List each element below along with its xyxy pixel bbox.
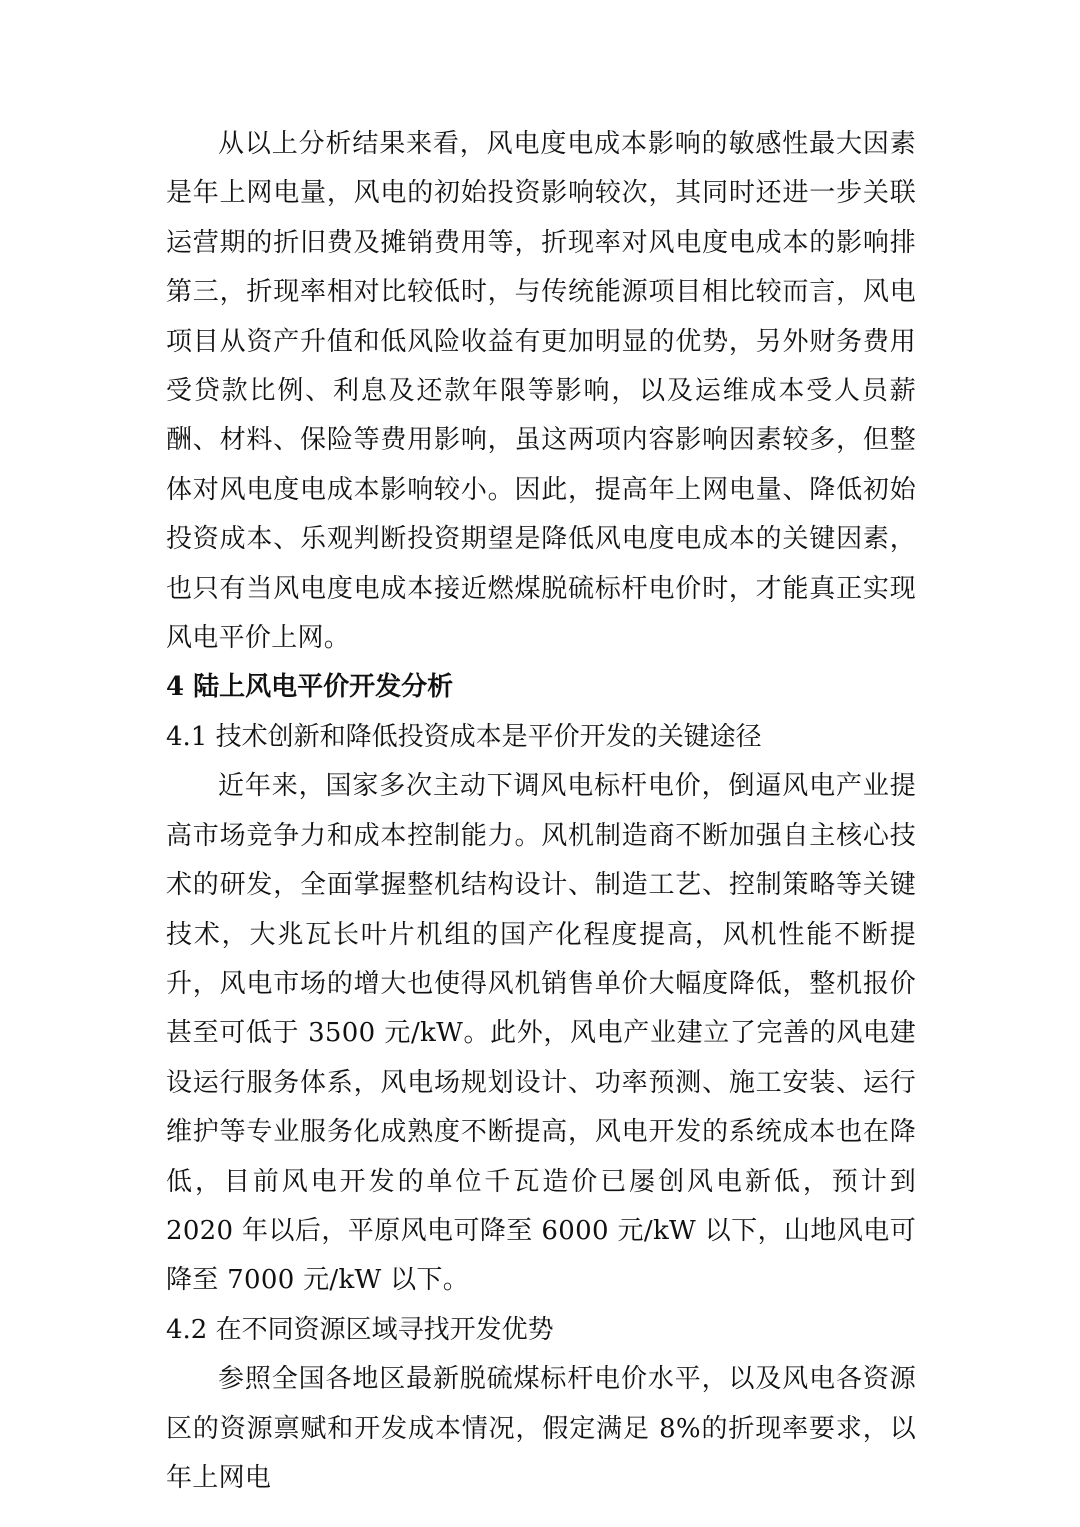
paragraph-analysis-conclusion: 从以上分析结果来看，风电度电成本影响的敏感性最大因素是年上网电量，风电的初始投资影响较次，其同时还进一步关联运营期的折旧费及摊销费用等，折现率对风电度电成本的影响排第三，折现率相对比较低时，与传统能源项目相比较而言，风电项目从资产升值和低风险收益有更加明显的优势，另外财务费用受贷款比例、利息及还款年限等影响，以及运维成本受人员薪酬、材料、保险等费用影响，虽这两项内容影响因素较多，但整体对风电度电成本影响较小。因此，提高年上网电量、降低初始投资成本、乐观判断投资期望是降低风电度电成本的关键因素，也只有当风电度电成本接近燃煤脱硫标杆电价时，才能真正实现风电平价上网。 xyxy=(166,129,916,654)
section-heading-4-1: 4.1 技术创新和降低投资成本是平价开发的关键途径 xyxy=(166,721,762,752)
section-heading-4-2: 4.2 在不同资源区域寻找开发优势 xyxy=(166,1314,554,1345)
section-heading-4: 4 陆上风电平价开发分析 xyxy=(166,672,454,703)
paragraph-resource-regions: 参照全国各地区最新脱硫煤标杆电价水平，以及风电各资源区的资源禀赋和开发成本情况，假定满足 8%的折现率要求，以年上网电 xyxy=(166,1364,916,1493)
paragraph-technology-innovation: 近年来，国家多次主动下调风电标杆电价，倒逼风电产业提高市场竞争力和成本控制能力。风机制造商不断加强自主核心技术的研发，全面掌握整机结构设计、制造工艺、控制策略等关键技术，大兆瓦长叶片机组的国产化程度提高，风机性能不断提升，风电市场的增大也使得风机销售单价大幅度降低，整机报价甚至可低于 3500 元/kW。此外，风电产业建立了完善的风电建设运行服务体系，风电场规划设计、功率预测、施工安装、运行维护等专业服务化成熟度不断提高，风电开发的系统成本也在降低，目前风电开发的单位千瓦造价已屡创风电新低，预计到 2020 年以后，平原风电可降至 6000 元/kW 以下，山地风电可降至 7000 元/kW 以下。 xyxy=(166,771,916,1296)
document-page xyxy=(166,120,916,1503)
